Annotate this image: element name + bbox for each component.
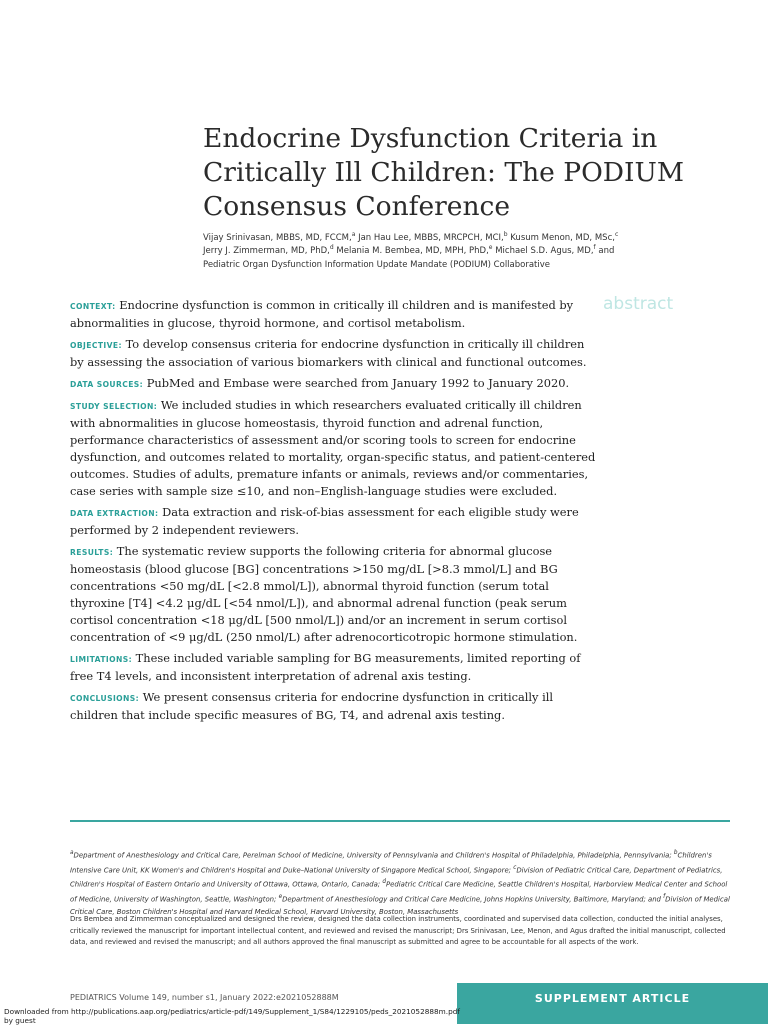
abstract-results [70,543,600,646]
abstract-data-sources [70,375,600,393]
collaborative-name: Pediatric Organ Dysfunction Information Update Mandate (PODIUM) Collaborative [203,259,551,270]
context-text: Endocrine dysfunction is common in critically ill children and is manifested by abnormalities in glucose, thyroid hormone, and cortisol metabolism. [70,298,574,330]
affiliation-marker: a [70,850,74,856]
study-selection-text: We included studies in which researchers evaluated critically ill children with abnormalities in glucose homeostasis, thyroid function and adrenal function, performance characteristics of assessment and/or scoring tools to screen for endocrine dysfunction, and outcomes related to mortality, organ-specific status, and patient-centered outcomes. Studies of adults, premature infants or animals, reviews and/or commentaries, case series with sample size ≤10, and non–English-language studies were excluded. [70,398,596,498]
affiliation-marker: e [278,894,283,901]
abstract-limitations [70,650,600,685]
author-tail: and [595,246,615,257]
author-line-2 [203,245,633,258]
author-name: Melania M. Bembea, MD, MPH, PhD, [333,246,489,257]
journal-citation: PEDIATRICS Volume 149, number s1, January 2022:e2021052888M [70,993,339,1002]
limitations-text: These included variable sampling for BG measurements, limited reporting of free T4 levels, and inconsistent interpretation of adrenal axis testing. [70,651,581,683]
results-text: The systematic review supports the following criteria for abnormal glucose homeostasis (blood glucose [BG] concentrations >150 mg/dL [>8.3 mmol/L] and BG concentrations <50 mg/dL [<2.8 mmol/L]), abnormal thyroid function (serum total thyroxine [T4] <4.2 μg/dL [<54 nmol/L]), and abnormal adrenal function (peak serum cortisol concentration <18 μg/dL [500 nmol/L]) and/or an increment in serum cortisol concentration of <9 μg/dL (250 nmol/L) after adrenocorticotropic hormone stimulation. [70,544,578,644]
affiliation-marker: f [593,244,596,252]
contributions-footnote: Drs Bembea and Zimmerman conceptualized and designed the review, designed the data collection instruments, coordinated and supervised data collection, conducted the initial analyses, critically reviewed the manuscript for important intellectual content, and reviewed and revised the manuscript; Drs Srinivasan, Lee, Menon, and Agus drafted the initial manuscript, collected data, and reviewed and revised the manuscript; and all authors approved the final manuscript as submitted and agree to be accountable for all aspects of the work. [70,915,726,947]
conclusions-label: CONCLUSIONS: [70,694,140,703]
download-notice [4,1008,460,1025]
data-sources-label: DATA SOURCES: [70,380,144,389]
banner-label: SUPPLEMENT ARTICLE [534,991,691,1005]
download-url-line: Downloaded from http://publications.aap.org/pediatrics/article-pdf/149/Supplement_1/S84/1229105/peds_2021052888m.pdf [4,1007,460,1016]
article-title [203,122,743,224]
abstract-objective [70,336,600,371]
affiliations-footnote [70,847,732,918]
title-line-3: Consensus Conference [203,191,511,222]
affiliation-text: Department of Anesthesiology and Critical Care Medicine, Johns Hopkins University, Baltimore, Maryland; and [282,895,664,904]
abstract-data-extraction [70,504,600,539]
study-selection-label: STUDY SELECTION: [70,402,158,411]
section-divider [70,820,730,822]
results-label: RESULTS: [70,548,114,557]
author-line-1 [203,232,633,245]
affiliation-marker: d [382,879,386,886]
conclusions-text: We present consensus criteria for endocrine dysfunction in critically ill children that include specific measures of BG, T4, and adrenal axis testing. [70,690,554,722]
author-list [203,232,633,272]
abstract-context [70,297,600,332]
author-name: Jerry J. Zimmerman, MD, PhD, [203,246,330,257]
author-name: Vijay Srinivasan, MBBS, MD, FCCM, [203,233,352,243]
affiliation-marker: e [488,244,493,252]
title-line-2: Critically Ill Children: The PODIUM [203,157,684,188]
limitations-label: LIMITATIONS: [70,655,133,664]
affiliation-text: Department of Anesthesiology and Critical Care, Perelman School of Medicine, University of Pennsylvania and Children's Hospital of Philadelphia, Philadelphia, Pennsylvania; [73,851,674,860]
abstract-conclusions [70,689,600,724]
affiliation-marker: c [614,231,619,239]
title-line-1: Endocrine Dysfunction Criteria in [203,123,658,154]
affiliation-text: Pediatric Critical Care Medicine, Seattle Children's Hospital, Harborview Medical Center and School of Medicine, University of Washington, Seattle, Washington; [70,880,728,904]
data-sources-text: PubMed and Embase were searched from January 1992 to January 2020. [146,376,570,390]
data-extraction-label: DATA EXTRACTION: [70,509,159,518]
data-extraction-text: Data extraction and risk-of-bias assessment for each eligible study were performed by 2 independent reviewers. [70,505,579,537]
download-guest-line: by guest [4,1015,36,1025]
objective-label: OBJECTIVE: [70,341,122,350]
abstract-body [70,297,600,728]
supplement-article-banner [457,983,768,1024]
affiliation-marker: a [351,231,356,239]
affiliation-text: Children's Intensive Care Unit, KK Women's and Children's Hospital and Duke–National University of Singapore Medical School, Singapore; [70,851,712,874]
author-name: Michael S.D. Agus, MD, [492,246,594,257]
affiliation-text: Division of Pediatric Critical Care, Department of Pediatrics, Children's Hospital of Eastern Ontario and University of Ottawa, Ottawa, Ontario, Canada; [70,866,723,889]
author-name: Kusum Menon, MD, MSc, [507,233,615,243]
affiliation-marker: c [513,864,517,871]
affiliation-marker: b [673,850,678,856]
abstract-study-selection [70,397,600,500]
context-label: CONTEXT: [70,302,116,311]
objective-text: To develop consensus criteria for endocrine dysfunction in critically ill children by assessing the association of various biomarkers with clinical and functional outcomes. [70,337,587,369]
affiliation-marker: f [663,894,666,901]
author-name: Jan Hau Lee, MBBS, MRCPCH, MCI, [355,233,504,243]
affiliation-marker: d [329,244,334,252]
affiliation-marker: b [503,231,508,239]
affiliation-text: Division of Medical Critical Care, Boston Children's Hospital and Harvard Medical School, Harvard University, Boston, Massachusetts [70,895,730,916]
abstract-label: abstract [603,294,674,314]
